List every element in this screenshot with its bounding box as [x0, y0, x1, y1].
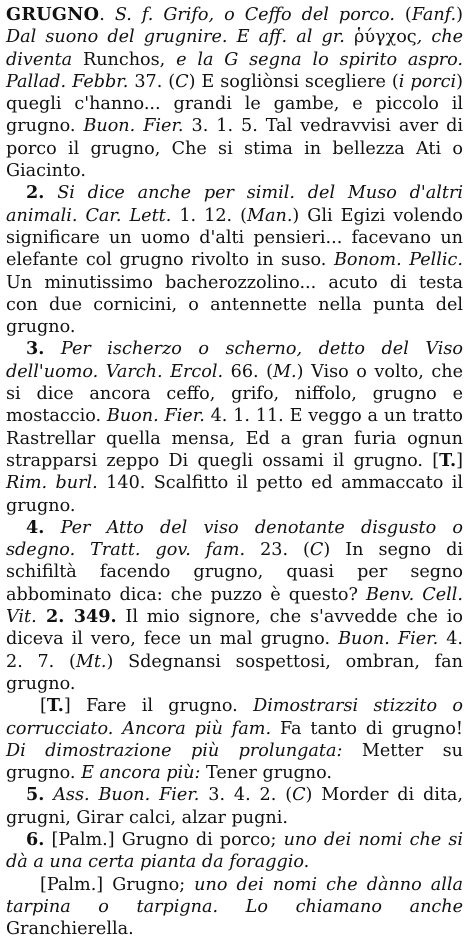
- italic-text: i porci: [398, 71, 457, 92]
- italic-text: Di dimostrazione più prolungata:: [6, 740, 343, 761]
- text-run: Metter su grugno.: [6, 740, 463, 784]
- sense-2-paragraph: [6, 182, 463, 338]
- sense-6-subphrase-paragraph: [6, 874, 463, 940]
- bold-text: 2.: [26, 182, 45, 204]
- italic-text: Fanf.: [411, 5, 457, 25]
- italic-text: uno dei nomi che dànno alla tarpina o tarpigna. Lo chiamano anche: [6, 874, 464, 917]
- bold-text: 4.: [26, 516, 45, 538]
- text-run: ) In segno di schifiltà facendo grugno, quasi per segno abbominato dica: che puzzo è questo?: [6, 540, 463, 605]
- italic-text: Per Atto del viso denotante disgusto o sdegno. Tratt. gov. fam.: [6, 517, 463, 561]
- italic-text: Bonom. Pellic.: [333, 250, 463, 271]
- sense-4-subphrase-paragraph: [6, 695, 463, 784]
- italic-text: uno dei nomi che si dà a una certa pianta da foraggio.: [6, 829, 464, 873]
- text-run: ] Fare il grugno.: [63, 696, 254, 717]
- text-run: 4. 1. 11. E veggo a un tratto Rastrellar quella mensa, Ed a gran furia ognun strapparsi zeppo Di quegli ossami il grugno. [: [6, 406, 463, 471]
- text-run: Tener grugno.: [200, 763, 333, 784]
- italic-text: E ancora più:: [81, 763, 201, 784]
- italic-text: e la G segna lo spirito aspro. Pallad. Febbr.: [6, 49, 463, 92]
- bold-text: 6.: [26, 828, 45, 850]
- text-run: 37. (: [128, 71, 176, 92]
- text-run: ) Sdegnansi sospettosi, ombran, fan grugno.: [6, 651, 463, 694]
- text-run: Fa tanto di grugno!: [271, 718, 464, 739]
- italic-text: Buon. Fier.: [83, 116, 184, 137]
- text-run: 140. Scalfitto il petto ed ammaccato il grugno.: [6, 473, 464, 516]
- italic-text: S. f. Grifo, o Ceffo del porco.: [114, 5, 395, 25]
- text-run: Un minutissimo bacherozzolino... acuto di testa con due cornicini, o antennette nella punta del grugno.: [6, 272, 463, 338]
- text-run: 1. 12. (: [171, 205, 247, 226]
- sense-3-paragraph: [6, 338, 463, 516]
- italic-text: C: [309, 540, 324, 561]
- text-run: ) Morder di dita, grugni, Girar calci, alzar pugni.: [6, 785, 463, 828]
- text-run: ) quegli c'hanno... grandi le gambe, e piccolo il grugno.: [6, 71, 464, 137]
- entry-headword-paragraph: [6, 4, 463, 182]
- text-run: .: [99, 5, 115, 25]
- bold-text: T.: [46, 695, 64, 717]
- text-run: 3. 4. 2. (: [199, 785, 293, 806]
- bold-text: T.: [439, 449, 457, 471]
- italic-text: , che diventa: [6, 27, 463, 70]
- text-run: [Palm.] Grugno;: [40, 874, 195, 895]
- text-run: [: [40, 696, 47, 717]
- italic-text: Mt.: [75, 651, 107, 672]
- italic-text: Si dice anche per simil. del Muso d'altri animali. Car. Lett.: [6, 183, 463, 226]
- italic-text: M.: [273, 361, 297, 382]
- text-run: [Palm.] Grugno di porco;: [44, 829, 284, 850]
- italic-text: Buon. Fier.: [338, 629, 439, 650]
- headword: GRUGNO: [6, 4, 100, 25]
- italic-text: Dal suono del grugnire. E aff. al gr.: [6, 27, 345, 48]
- text-run: 3. 1. 5. Tal vedravvisi aver di porco il grugno, Che si stima in bellezza Ati o Giacinto.: [6, 116, 463, 182]
- bold-text: 5.: [26, 784, 45, 806]
- italic-text: C: [292, 785, 306, 806]
- sense-6-paragraph: [6, 829, 463, 874]
- text-run: 4. 2. 7. (: [6, 629, 463, 672]
- italic-text: Dimostrarsi stizzito o corrucciato. Ancora più fam.: [6, 696, 463, 739]
- italic-text: Buon. Fier.: [106, 406, 205, 427]
- text-run: 66. (: [223, 361, 274, 382]
- bold-text: 3.: [26, 338, 45, 360]
- text-run: Granchierella.: [6, 919, 134, 940]
- text-run: Il mio signore, che s'avvedde che io diceva il vero, fece un mal grugno.: [6, 607, 463, 650]
- italic-text: Ass. Buon. Fier.: [44, 785, 200, 806]
- text-run: ) Gli Egizi volendo significare un uomo d'alti pensieri... facevano un elefante col grugno rivolto in suso.: [6, 205, 463, 271]
- text-run: ῥύγχος: [344, 27, 417, 48]
- italic-text: Per ischerzo o scherno, detto del Viso dell'uomo. Varch. Ercol.: [6, 339, 463, 382]
- italic-text: Man.: [246, 205, 293, 226]
- text-run: ) E sogliònsi scegliere (: [188, 71, 399, 92]
- text-run: 23. (: [245, 540, 310, 561]
- text-run: ) Viso o volto, che si dice ancora ceffo, grifo, niffolo, grugno e mostaccio.: [6, 361, 463, 427]
- italic-text: Rim. burl.: [6, 473, 98, 494]
- italic-text: Benv. Cell. Vit.: [6, 584, 463, 628]
- text-run: ): [456, 5, 463, 25]
- sense-4-paragraph: [6, 517, 463, 695]
- text-run: ]: [456, 450, 463, 471]
- bold-text: 2. 349.: [36, 606, 117, 628]
- text-run: (: [394, 5, 412, 25]
- italic-text: C: [175, 71, 189, 92]
- sense-5-paragraph: [6, 784, 463, 829]
- text-run: Runchos,: [72, 49, 177, 70]
